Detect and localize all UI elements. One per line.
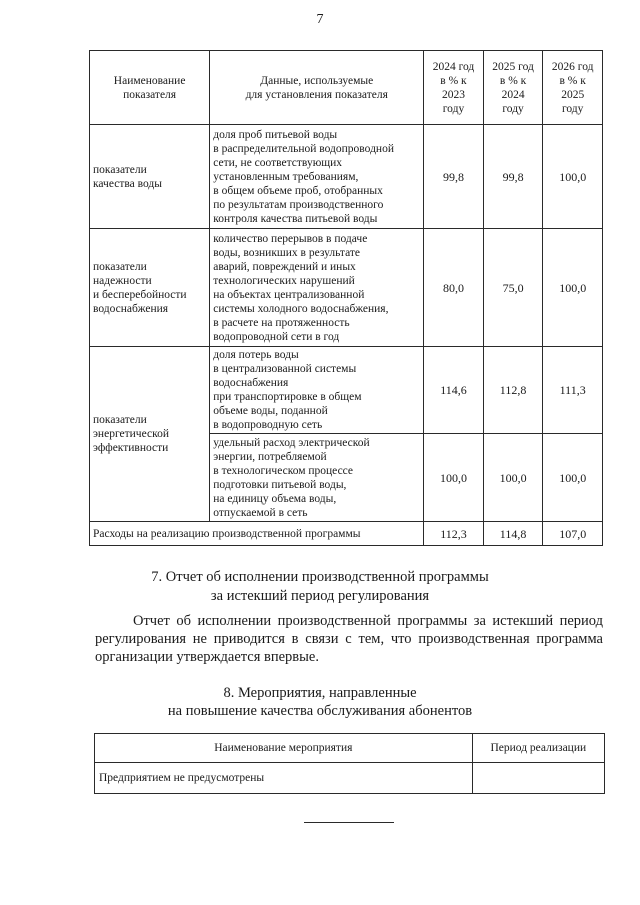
table-row	[95, 763, 605, 794]
value-2026: 100,0	[543, 434, 603, 522]
indicator-data-cell: доля проб питьевой воды в распределительной водопроводной сети, не соответствующих установленным требованиям, в общем объеме проб, отобранных по результатам производственного контроля качества питьевой воды	[210, 125, 424, 229]
header-indicator-name: Наименование показателя	[90, 51, 210, 125]
table-row	[90, 229, 603, 347]
section-7-title: 7. Отчет об исполнении производственной программы за истекший период регулирования	[151, 569, 489, 604]
indicator-group-name: показатели надежности и бесперебойности водоснабжения	[90, 229, 210, 347]
header-implementation-period: Период реализации	[472, 734, 604, 763]
indicator-data-cell: количество перерывов в подаче воды, возникших в результате аварий, повреждений и иных технологических нарушений на объектах централизованной системы холодного водоснабжения, в расчете на протяженность водопроводной сети в год	[210, 229, 424, 347]
header-measure-name: Наименование мероприятия	[95, 734, 473, 763]
value-2026: 111,3	[543, 347, 603, 434]
total-row	[90, 522, 603, 546]
section-7-paragraph: Отчет об исполнении производственной программы за истекший период регулирования не приводится в связи с тем, что производственная программа организации утверждается впервые.	[95, 613, 603, 665]
value-2024: 99,8	[424, 125, 484, 229]
page-number: 7	[316, 12, 324, 27]
total-2024: 112,3	[424, 522, 484, 546]
total-2025: 114,8	[483, 522, 543, 546]
total-2026: 107,0	[543, 522, 603, 546]
header-2026: 2026 год в % к 2025 году	[543, 51, 603, 125]
measure-name-cell: Предприятием не предусмотрены	[95, 763, 473, 794]
value-2024: 80,0	[424, 229, 484, 347]
end-divider	[304, 822, 394, 823]
value-2025: 100,0	[483, 434, 543, 522]
value-2025: 75,0	[483, 229, 543, 347]
section-8-title: 8. Мероприятия, направленные на повышение качества обслуживания абонентов	[167, 685, 473, 719]
total-label: Расходы на реализацию производственной программы	[90, 522, 424, 546]
measures-header-row	[95, 734, 605, 763]
table-row	[90, 125, 603, 229]
header-data-used: Данные, используемые для установления показателя	[210, 51, 424, 125]
measure-period-cell	[472, 763, 604, 794]
indicator-data-cell: доля потерь воды в централизованной системы водоснабжения при транспортировке в общем объеме воды, поданной в водопроводную сеть	[210, 347, 424, 434]
value-2024: 114,6	[424, 347, 484, 434]
value-2025: 99,8	[483, 125, 543, 229]
header-2024: 2024 год в % к 2023 году	[424, 51, 484, 125]
header-2025: 2025 год в % к 2024 году	[483, 51, 543, 125]
indicator-group-name: показатели энергетической эффективности	[90, 347, 210, 522]
value-2026: 100,0	[543, 229, 603, 347]
value-2026: 100,0	[543, 125, 603, 229]
value-2025: 112,8	[483, 347, 543, 434]
indicators-table	[89, 50, 603, 546]
indicator-data-cell: удельный расход электрической энергии, потребляемой в технологическом процессе подготовки питьевой воды, на единицу объема воды, отпускаемой в сеть	[210, 434, 424, 522]
table-header-row	[90, 51, 603, 125]
table-row	[90, 347, 603, 434]
value-2024: 100,0	[424, 434, 484, 522]
measures-table	[94, 733, 605, 794]
indicator-group-name: показатели качества воды	[90, 125, 210, 229]
